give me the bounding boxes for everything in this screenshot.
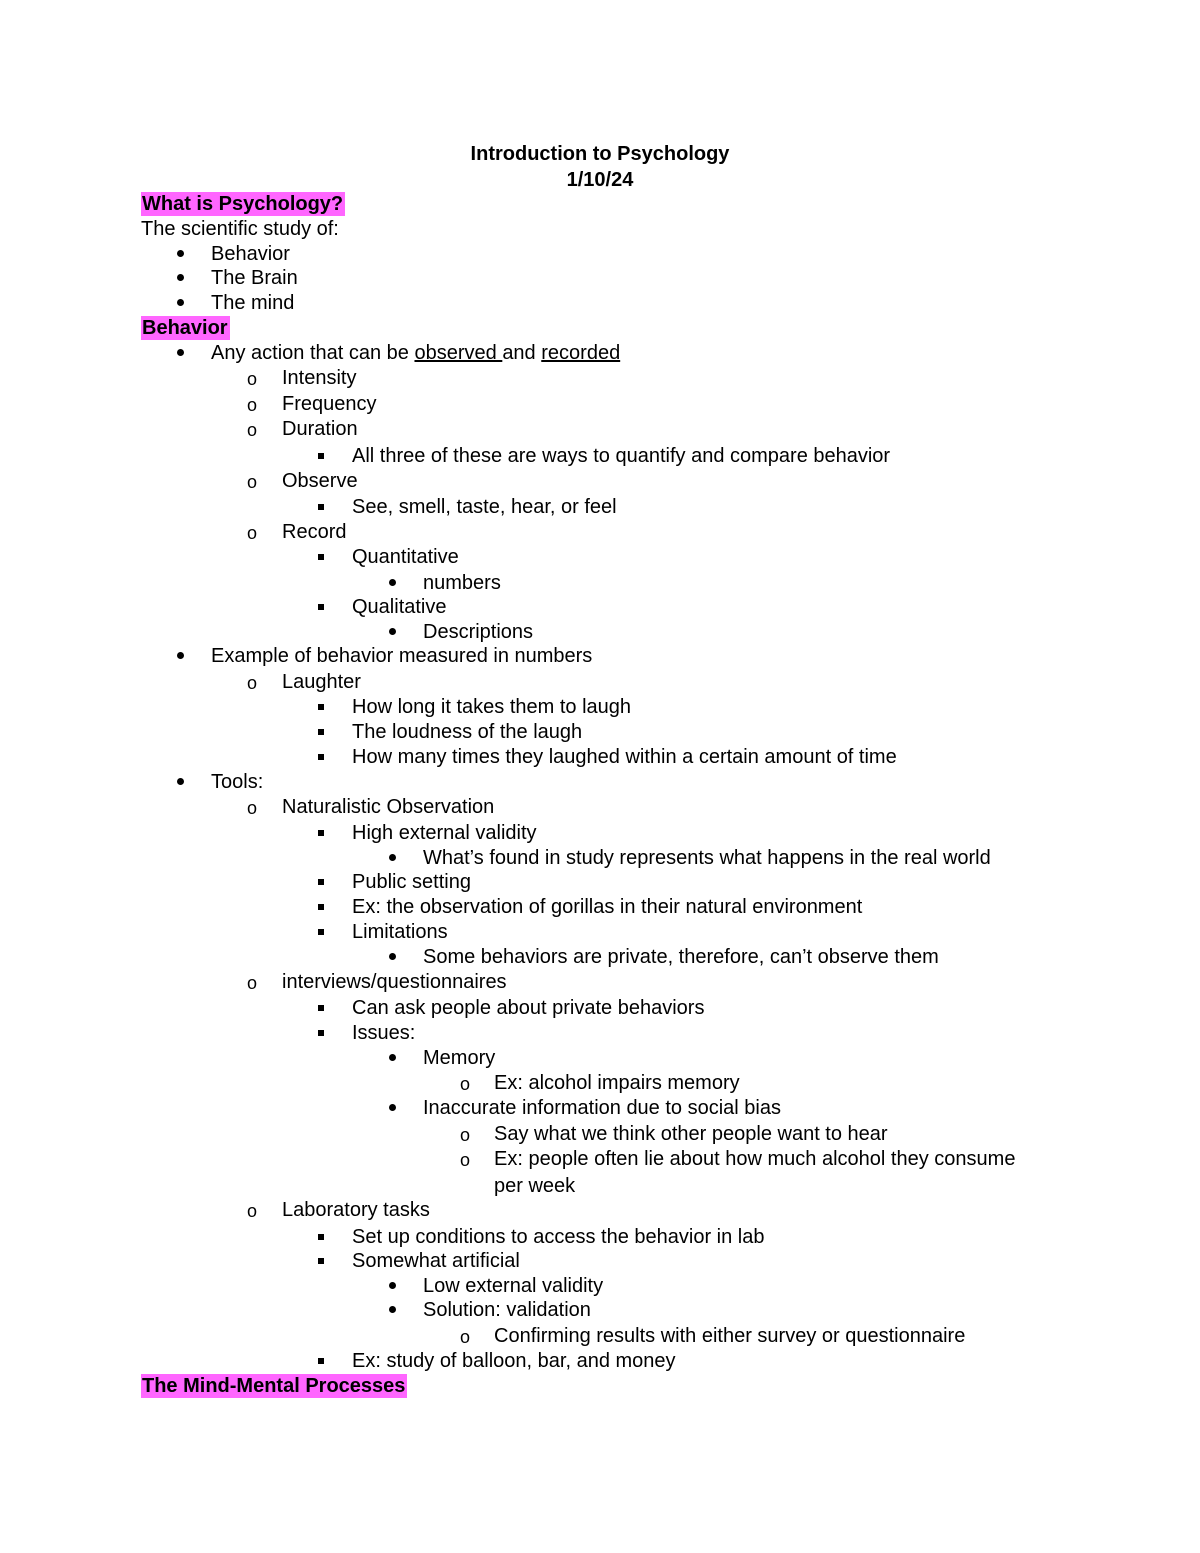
list-item: Confirming results with either survey or questionnaire [494, 1325, 966, 1347]
circle-bullet-icon: o [247, 798, 258, 818]
list-item: interviews/questionnaires [282, 971, 507, 993]
circle-bullet-icon: o [247, 973, 258, 993]
list-item: Memory [423, 1047, 496, 1069]
list-item: Public setting [352, 871, 471, 893]
list-item: Behavior [211, 243, 290, 265]
list-item: Ex: alcohol impairs memory [494, 1072, 740, 1094]
circle-bullet-icon: o [460, 1150, 471, 1170]
list-item: Limitations [352, 921, 448, 943]
list-item: All three of these are ways to quantify and compare behavior [352, 445, 891, 467]
list-item: Qualitative [352, 596, 447, 618]
bullet-icon [389, 854, 396, 861]
list-item: Frequency [282, 393, 377, 415]
list-item: Naturalistic Observation [282, 796, 495, 818]
square-bullet-icon [318, 554, 324, 560]
square-bullet-icon [318, 754, 324, 760]
bullet-icon [389, 579, 396, 586]
list-item: The Brain [211, 267, 298, 289]
list-item: Quantitative [352, 546, 459, 568]
list-item: What’s found in study represents what happens in the real world [423, 847, 991, 869]
list-item: Record [282, 521, 347, 543]
list-item: Somewhat artificial [352, 1250, 520, 1272]
square-bullet-icon [318, 453, 324, 459]
list-item: Laboratory tasks [282, 1199, 430, 1221]
list-item: Issues: [352, 1022, 416, 1044]
square-bullet-icon [318, 504, 324, 510]
bullet-icon [389, 1282, 396, 1289]
circle-bullet-icon: o [247, 369, 258, 389]
list-item: Observe [282, 470, 358, 492]
heading-mind-mental-processes: The Mind-Mental Processes [142, 1375, 406, 1397]
heading-what-is-psychology: What is Psychology? [142, 193, 344, 215]
circle-bullet-icon: o [247, 420, 258, 440]
list-item: High external validity [352, 822, 537, 844]
list-item: numbers [423, 572, 501, 594]
square-bullet-icon [318, 704, 324, 710]
square-bullet-icon [318, 1005, 324, 1011]
list-item: Solution: validation [423, 1299, 591, 1321]
list-item: The mind [211, 292, 295, 314]
bullet-icon [177, 349, 184, 356]
circle-bullet-icon: o [460, 1125, 471, 1145]
square-bullet-icon [318, 830, 324, 836]
list-item: Set up conditions to access the behavior in lab [352, 1226, 765, 1248]
square-bullet-icon [318, 904, 324, 910]
bullet-icon [177, 299, 184, 306]
square-bullet-icon [318, 1258, 324, 1264]
square-bullet-icon [318, 929, 324, 935]
square-bullet-icon [318, 879, 324, 885]
square-bullet-icon [318, 1030, 324, 1036]
list-item: Tools: [211, 771, 264, 793]
bullet-icon [177, 652, 184, 659]
bullet-icon [177, 778, 184, 785]
circle-bullet-icon: o [460, 1327, 471, 1347]
bullet-icon [389, 953, 396, 960]
list-item: Some behaviors are private, therefore, can’t observe them [423, 946, 939, 968]
list-item: Example of behavior measured in numbers [211, 645, 593, 667]
document-date: 1/10/24 [566, 169, 634, 191]
list-item: See, smell, taste, hear, or feel [352, 496, 617, 518]
square-bullet-icon [318, 729, 324, 735]
list-item: Ex: people often lie about how much alcohol they consume [494, 1148, 1016, 1170]
circle-bullet-icon: o [247, 472, 258, 492]
list-item: Low external validity [423, 1275, 604, 1297]
bullet-icon [389, 628, 396, 635]
square-bullet-icon [318, 1358, 324, 1364]
list-item: The loudness of the laugh [352, 721, 583, 743]
square-bullet-icon [318, 604, 324, 610]
list-item: Ex: study of balloon, bar, and money [352, 1350, 676, 1372]
list-item: per week [494, 1175, 576, 1197]
heading-behavior: Behavior [142, 317, 228, 339]
list-item: How long it takes them to laugh [352, 696, 632, 718]
list-item: Ex: the observation of gorillas in their natural environment [352, 896, 863, 918]
list-item: Intensity [282, 367, 357, 389]
bullet-icon [389, 1306, 396, 1313]
square-bullet-icon [318, 1234, 324, 1240]
list-item: Can ask people about private behaviors [352, 997, 705, 1019]
bullet-icon [389, 1054, 396, 1061]
list-item: Descriptions [423, 621, 534, 643]
list-item: How many times they laughed within a certain amount of time [352, 746, 897, 768]
circle-bullet-icon: o [247, 673, 258, 693]
list-item: Say what we think other people want to hear [494, 1123, 888, 1145]
circle-bullet-icon: o [460, 1074, 471, 1094]
intro-text: The scientific study of: [141, 218, 339, 240]
list-item: Inaccurate information due to social bias [423, 1097, 781, 1119]
bullet-icon [389, 1104, 396, 1111]
list-item: Duration [282, 418, 358, 440]
document-title: Introduction to Psychology [470, 143, 730, 165]
behavior-definition: Any action that can be observed and recorded [211, 342, 621, 364]
circle-bullet-icon: o [247, 1201, 258, 1221]
bullet-icon [177, 250, 184, 257]
bullet-icon [177, 274, 184, 281]
circle-bullet-icon: o [247, 395, 258, 415]
circle-bullet-icon: o [247, 523, 258, 543]
list-item: Laughter [282, 671, 361, 693]
